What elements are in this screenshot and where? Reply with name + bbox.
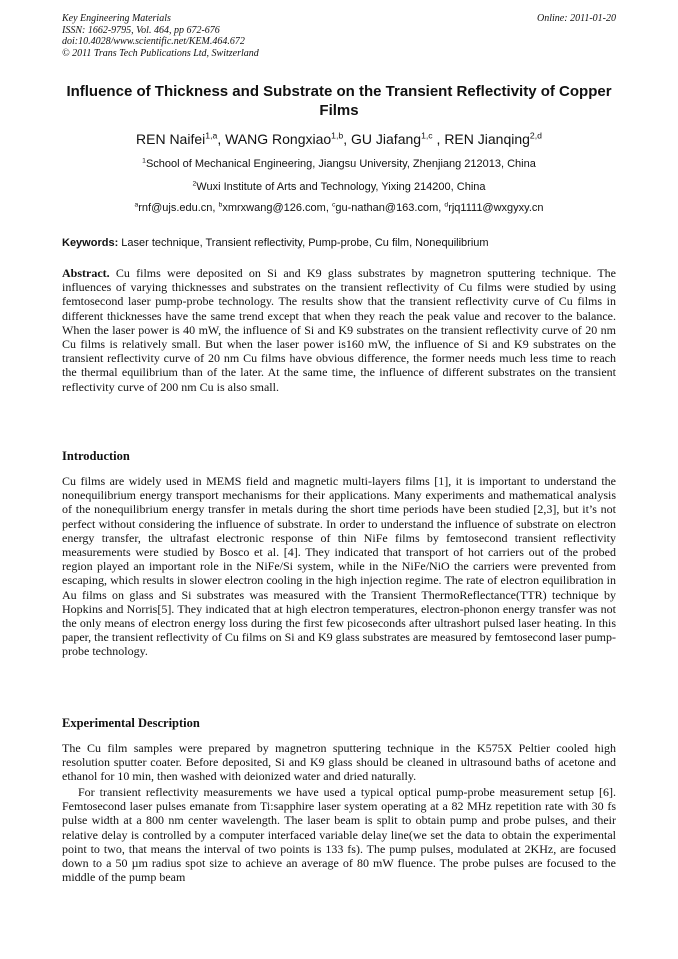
- affiliation-2: $^2$Wuxi Institute of Arts and Technology, Yixing 214200, China: [192, 180, 486, 193]
- author-list: [62, 130, 616, 148]
- email[interactable]: $^c$gu-nathan@163.com: [331, 201, 439, 214]
- experimental-paragraph-2: For transient reflectivity measurements we have used a typical optical pump-probe measurement setup [6]. Femtosecond laser pulses emanate from Ti:sapphire laser system operating at a 82 MHz repetition rate with 30 fs pulse width at a 800 nm center wavelength. The laser beam is split to obtain pump and probe pulses, and their relative delay is controlled by a computer interfaced variable delay line(we set the data to obtain the experimental point to two, that means the interval of two points is 133 fs). The pump pulses, modulated at 2KHz, are focused down to a 50 µm radius spot size to achieve an average of 80 mW fluence. The probe pulses are focused to the middle of the pump beam: [62, 785, 616, 885]
- doi-link[interactable]: doi:10.4028/www.scientific.net/KEM.464.672: [62, 36, 245, 47]
- email[interactable]: $^b$xmrxwang@126.com: [218, 201, 326, 214]
- abstract: [62, 266, 616, 394]
- email-list: $^a$rnf@ujs.edu.cn, $^b$xmrxwang@126.com, $^c$gu-nathan@163.com, $^d$rjq1111@wxgyxy.cn: [134, 201, 544, 214]
- copyright-line: © 2011 Trans Tech Publications Ltd, Switzerland: [62, 47, 259, 59]
- author: REN Jianqing$^{2,d}$: [444, 130, 542, 147]
- keywords-text: Laser technique, Transient reflectivity, Pump-probe, Cu film, Nonequilibrium: [118, 237, 489, 249]
- journal-name: Key Engineering Materials: [62, 13, 171, 24]
- journal-header: [62, 13, 616, 59]
- section-heading-experimental: Experimental Description: [62, 716, 200, 730]
- abstract-text: Cu films were deposited on Si and K9 glass substrates by magnetron sputtering technique. The influences of varying thicknesses and substrates on the transient reflectivity of Cu films were studied by using femtosecond laser pump-probe technology. The results show that the transient reflectivity curve of Cu films in different thicknesses have the same trend except that when they reach the peak value and recover to the balance. When the laser power is 40 mW, the influence of Si and K9 substrates on the transient reflectivity curve of 20 nm Cu films is relatively small. But when the laser power is160 mW, the influence of Si and K9 substrates on the transient reflectivity curve of 20 nm Cu films have obvious difference, the former needs much less time to reach the thermal equilibrium than of the later. At the same time, the influence of different substrates on the transient reflectivity curve of 200 nm Cu is also small.: [62, 266, 616, 394]
- affiliation-1: $^1$School of Mechanical Engineering, Jiangsu University, Zhenjiang 212013, China: [142, 157, 536, 170]
- experimental-paragraph-1: The Cu film samples were prepared by magnetron sputtering technique in the K575X Peltier cooled high resolution sputter coater. Before deposited, Si and K9 glass should be cleaned in ultrasound baths of acetone and ethanol for 10 min, then washed with deionized water and dried naturally.: [62, 741, 616, 784]
- paper-title: Influence of Thickness and Substrate on the Transient Reflectivity of Copper Films: [66, 83, 612, 119]
- section-heading-introduction: Introduction: [62, 449, 130, 463]
- online-date: Online: 2011-01-20: [537, 13, 616, 24]
- author: WANG Rongxiao$^{1,b}$,: [225, 130, 352, 147]
- introduction-paragraph: Cu films are widely used in MEMS field and magnetic multi-layers films [1], it is important to understand the nonequilibrium energy transport mechanisms for their applications. Many experiments and mathematical analysis of the nonequilibrium energy transfer in metals during the short time periods have been studied [2,3], but it’s not perfect without considering the influence of substrate. In order to understand the influence of substrate on electron energy transfer, the ultrafast electronic response of thin NiFe films by femtosecond transient reflectivity measurements were studied by Bosco et al. [4]. They indicated that transport of hot carriers out of the probed region played an important role in the NiFe/Si system, while in the NiFe/NiO the carriers were prevented from escaping, which results in slower electron cooling in the high injection regime. The rate of electron equilibration in Au films on glass and Si substrates was measured with the Transient ThermoReflectance(TTR) technique by Hopkins and Norris[5]. They indicated that at high electron temperatures, electron-phonon energy transfer was not the only means of electron energy loss during the first few picoseconds after ultrashort pulsed laser heating. In this paper, the transient reflectivity of Cu films on Si and K9 glass substrates are measured by femtosecond laser pump-probe technology.: [62, 474, 616, 659]
- email[interactable]: $^d$rjq1111@wxgyxy.cn: [444, 201, 544, 214]
- author: GU Jiafang$^{1,c}$ ,: [351, 130, 445, 147]
- keywords: [62, 236, 616, 250]
- email[interactable]: $^a$rnf@ujs.edu.cn: [134, 201, 213, 214]
- keywords-label: Keywords:: [62, 237, 119, 249]
- abstract-label: Abstract.: [62, 266, 110, 280]
- author: REN Naifei$^{1,a}$,: [136, 130, 226, 147]
- issn-line: ISSN: 1662-9795, Vol. 464, pp 672-676: [62, 24, 220, 36]
